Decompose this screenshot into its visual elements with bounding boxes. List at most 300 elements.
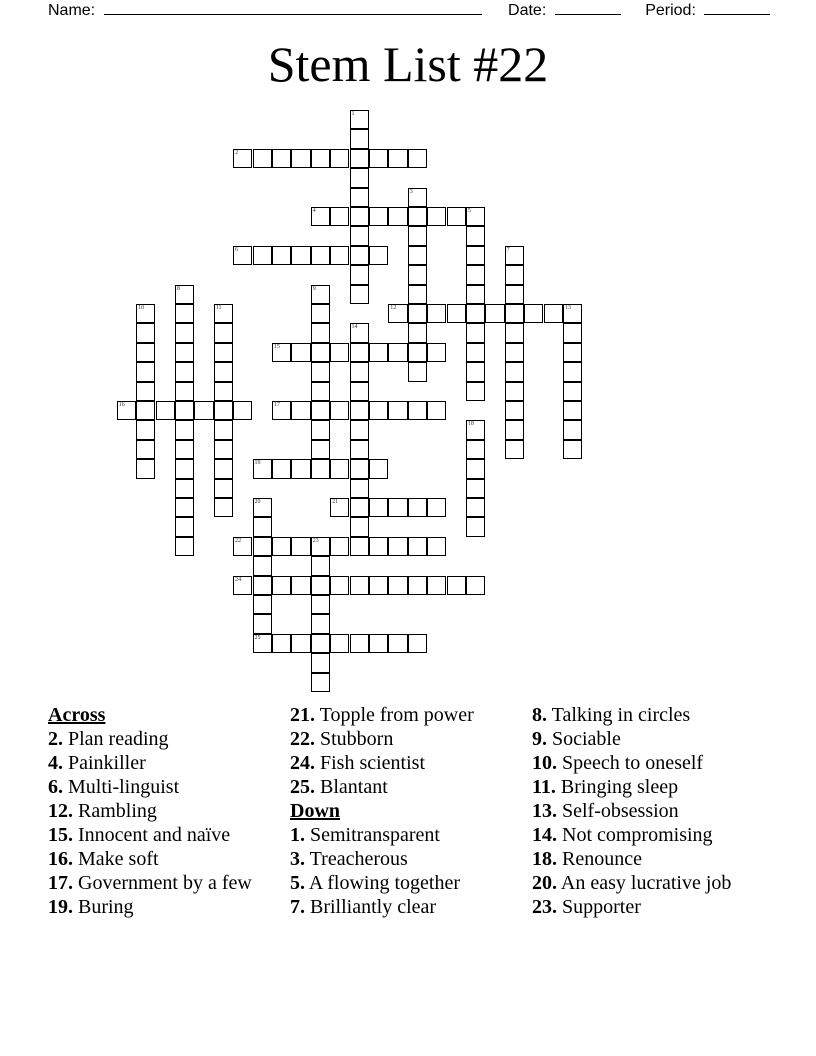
crossword-cell[interactable]	[350, 110, 369, 129]
crossword-cell[interactable]	[388, 401, 407, 420]
crossword-cell[interactable]	[350, 517, 369, 536]
clue-number: 21.	[290, 704, 315, 726]
crossword-cell[interactable]	[156, 401, 175, 420]
crossword-cell[interactable]	[388, 576, 407, 595]
clue-text: Not compromising	[562, 824, 713, 846]
clue-text: Fish scientist	[320, 752, 426, 774]
crossword-cell[interactable]	[311, 459, 330, 478]
crossword-cell[interactable]	[427, 207, 446, 226]
clue-text: Bringing sleep	[560, 776, 679, 798]
crossword-cell[interactable]	[369, 459, 388, 478]
clue-text: Rambling	[78, 800, 157, 822]
crossword-cell[interactable]	[563, 304, 582, 323]
down-clue	[532, 847, 772, 871]
crossword-cell[interactable]	[563, 382, 582, 401]
crossword-cell[interactable]	[291, 343, 310, 362]
crossword-cell[interactable]	[350, 479, 369, 498]
crossword-cell[interactable]	[175, 479, 194, 498]
crossword-cell[interactable]	[447, 207, 466, 226]
crossword-cell[interactable]	[175, 517, 194, 536]
crossword-cell[interactable]	[563, 343, 582, 362]
crossword-cell[interactable]	[311, 362, 330, 381]
clue-number: 4	[312, 208, 316, 214]
crossword-cell[interactable]	[136, 401, 155, 420]
crossword-cell[interactable]	[505, 401, 524, 420]
crossword-cell[interactable]	[369, 498, 388, 517]
crossword-cell[interactable]	[214, 459, 233, 478]
down-clue	[532, 871, 772, 895]
crossword-cell[interactable]	[447, 576, 466, 595]
crossword-cell[interactable]	[253, 537, 272, 556]
clue-number: 3.	[290, 848, 305, 870]
crossword-cell[interactable]	[408, 498, 427, 517]
crossword-cell[interactable]	[466, 323, 485, 342]
crossword-cell[interactable]	[563, 362, 582, 381]
down-clue	[532, 799, 772, 823]
crossword-cell[interactable]	[350, 343, 369, 362]
crossword-cell[interactable]	[233, 401, 252, 420]
clue-number: 8	[176, 285, 180, 292]
crossword-cell[interactable]	[291, 401, 310, 420]
clue-text: Government by a few	[78, 872, 252, 894]
clue-number: 3	[409, 188, 413, 195]
crossword-cell[interactable]	[408, 149, 427, 168]
clue-number: 10.	[532, 752, 557, 774]
clues-column-2	[290, 703, 520, 919]
clue-number: 23	[312, 537, 319, 544]
down-clue	[290, 871, 520, 895]
crossword-cell[interactable]	[175, 401, 194, 420]
crossword-cell[interactable]	[233, 576, 252, 595]
crossword-cell[interactable]	[253, 517, 272, 536]
crossword-cell[interactable]	[466, 207, 485, 226]
crossword-cell[interactable]	[272, 634, 291, 653]
across-clue	[48, 727, 278, 751]
crossword-cell[interactable]	[175, 382, 194, 401]
down-heading: Down	[290, 800, 341, 822]
clue-number: 5	[467, 208, 471, 214]
crossword-cell[interactable]	[505, 246, 524, 265]
crossword-cell[interactable]	[311, 440, 330, 459]
clue-number: 6.	[48, 776, 63, 798]
crossword-cell[interactable]	[330, 149, 349, 168]
crossword-cell[interactable]	[427, 537, 446, 556]
clue-text: Make soft	[78, 848, 159, 870]
crossword-cell[interactable]	[272, 149, 291, 168]
down-clue	[532, 751, 772, 775]
clue-number: 9	[312, 285, 316, 292]
crossword-cell[interactable]	[330, 343, 349, 362]
clue-number: 20	[254, 499, 261, 505]
crossword-cell[interactable]	[485, 304, 504, 323]
clue-number: 23.	[532, 896, 557, 918]
crossword-cell[interactable]	[505, 343, 524, 362]
crossword-cell[interactable]	[350, 207, 369, 226]
crossword-cell[interactable]	[253, 614, 272, 633]
crossword-cell[interactable]	[311, 149, 330, 168]
crossword-cell[interactable]	[408, 401, 427, 420]
crossword-cell[interactable]	[330, 401, 349, 420]
crossword-cell[interactable]	[214, 362, 233, 381]
crossword-cell[interactable]	[466, 479, 485, 498]
crossword-cell[interactable]	[427, 498, 446, 517]
clue-number: 14.	[532, 824, 557, 846]
crossword-cell[interactable]	[447, 304, 466, 323]
crossword-cell[interactable]	[330, 246, 349, 265]
clue-text: Speech to oneself	[562, 752, 704, 774]
crossword-cell[interactable]	[291, 634, 310, 653]
crossword-cell[interactable]	[311, 343, 330, 362]
crossword-cell[interactable]	[350, 382, 369, 401]
clue-text: Blantant	[320, 776, 388, 798]
crossword-cell[interactable]	[408, 207, 427, 226]
clue-text: Renounce	[562, 848, 642, 870]
crossword-cell[interactable]	[214, 323, 233, 342]
crossword-cell[interactable]	[350, 634, 369, 653]
crossword-cell[interactable]	[350, 459, 369, 478]
crossword-cell[interactable]	[369, 634, 388, 653]
clue-number: 6	[235, 246, 239, 253]
crossword-cell[interactable]	[466, 440, 485, 459]
crossword-cell[interactable]	[408, 285, 427, 304]
crossword-cell[interactable]	[427, 304, 446, 323]
crossword-cell[interactable]	[505, 323, 524, 342]
clue-number: 16	[118, 402, 125, 408]
clue-number: 7.	[290, 896, 305, 918]
clue-number: 13.	[532, 800, 557, 822]
crossword-cell[interactable]	[505, 362, 524, 381]
clue-number: 25	[254, 634, 261, 641]
crossword-cell[interactable]	[350, 246, 369, 265]
crossword-cell[interactable]	[311, 595, 330, 614]
crossword-cell[interactable]	[214, 440, 233, 459]
crossword-cell[interactable]	[233, 537, 252, 556]
clue-text: Supporter	[562, 896, 641, 918]
crossword-cell[interactable]	[466, 265, 485, 284]
crossword-cell[interactable]	[427, 401, 446, 420]
crossword-cell[interactable]	[272, 576, 291, 595]
clue-text: Plan reading	[68, 728, 169, 750]
crossword-cell[interactable]	[544, 304, 563, 323]
clue-number: 21	[332, 499, 339, 505]
crossword-cell[interactable]	[388, 634, 407, 653]
clue-text: Multi-linguist	[68, 776, 180, 798]
crossword-cell[interactable]	[175, 362, 194, 381]
crossword-cell[interactable]	[466, 576, 485, 595]
crossword-cell[interactable]	[291, 149, 310, 168]
crossword-cell[interactable]	[253, 556, 272, 575]
crossword-cell[interactable]	[175, 323, 194, 342]
across-clue	[290, 751, 520, 775]
crossword-cell[interactable]	[369, 576, 388, 595]
clue-number: 19.	[48, 896, 73, 918]
crossword-cell[interactable]	[408, 226, 427, 245]
crossword-cell[interactable]	[136, 420, 155, 439]
crossword-cell[interactable]	[272, 459, 291, 478]
crossword-cell[interactable]	[175, 304, 194, 323]
crossword-cell[interactable]	[311, 382, 330, 401]
crossword-cell[interactable]	[214, 343, 233, 362]
crossword-cell[interactable]	[136, 343, 155, 362]
crossword-cell[interactable]	[311, 614, 330, 633]
crossword-cell[interactable]	[350, 226, 369, 245]
crossword-cell[interactable]	[350, 440, 369, 459]
crossword-cell[interactable]	[408, 188, 427, 207]
clue-number: 2	[235, 149, 239, 156]
crossword-cell[interactable]	[136, 323, 155, 342]
crossword-cell[interactable]	[466, 285, 485, 304]
crossword-cell[interactable]	[311, 537, 330, 556]
crossword-cell[interactable]	[233, 246, 252, 265]
clue-number: 17.	[48, 872, 73, 894]
crossword-cell[interactable]	[330, 459, 349, 478]
crossword-cell[interactable]	[136, 362, 155, 381]
clue-text: Talking in circles	[551, 704, 691, 726]
clue-number: 25.	[290, 776, 315, 798]
across-heading: Across	[48, 704, 106, 726]
crossword-cell[interactable]	[369, 246, 388, 265]
crossword-cell[interactable]	[408, 576, 427, 595]
across-clue	[290, 727, 520, 751]
crossword-cell[interactable]	[311, 653, 330, 672]
crossword-cell[interactable]	[291, 459, 310, 478]
crossword-cell[interactable]	[388, 498, 407, 517]
crossword-cell[interactable]	[253, 246, 272, 265]
crossword-cell[interactable]	[214, 479, 233, 498]
across-clue	[290, 775, 520, 799]
crossword-cell[interactable]	[350, 537, 369, 556]
crossword-cell[interactable]	[253, 595, 272, 614]
clue-number: 24.	[290, 752, 315, 774]
crossword-cell[interactable]	[311, 323, 330, 342]
crossword-cell[interactable]	[408, 304, 427, 323]
crossword-cell[interactable]	[272, 537, 291, 556]
crossword-cell[interactable]	[350, 168, 369, 187]
down-clue	[290, 895, 520, 919]
clue-number: 12	[390, 305, 397, 311]
across-clue	[48, 775, 278, 799]
clue-text: Painkiller	[68, 752, 146, 774]
crossword-cell[interactable]	[214, 401, 233, 420]
clue-number: 7	[506, 246, 510, 253]
clue-number: 11.	[532, 776, 556, 798]
crossword-cell[interactable]	[253, 576, 272, 595]
crossword-cell[interactable]	[466, 304, 485, 323]
crossword-cell[interactable]	[330, 498, 349, 517]
clues-column-1	[48, 703, 278, 919]
crossword-cell[interactable]	[563, 401, 582, 420]
crossword-cell[interactable]	[214, 304, 233, 323]
crossword-cell[interactable]	[136, 382, 155, 401]
clue-number: 1	[351, 111, 355, 117]
crossword-cell[interactable]	[330, 634, 349, 653]
crossword-cell[interactable]	[311, 420, 330, 439]
down-clue	[532, 895, 772, 919]
crossword-cell[interactable]	[175, 498, 194, 517]
crossword-cell[interactable]	[427, 343, 446, 362]
crossword-cell[interactable]	[408, 323, 427, 342]
crossword-cell[interactable]	[350, 498, 369, 517]
clue-text: Topple from power	[319, 704, 474, 726]
crossword-cell[interactable]	[311, 207, 330, 226]
clue-number: 12.	[48, 800, 73, 822]
crossword-cell[interactable]	[369, 343, 388, 362]
clue-text: Self-obsession	[562, 800, 679, 822]
clue-text: Innocent and naïve	[78, 824, 231, 846]
crossword-cell[interactable]	[311, 576, 330, 595]
crossword-cell[interactable]	[466, 382, 485, 401]
crossword-cell[interactable]	[214, 382, 233, 401]
clue-number: 16.	[48, 848, 73, 870]
crossword-cell[interactable]	[350, 323, 369, 342]
crossword-cell[interactable]	[253, 459, 272, 478]
crossword-cell[interactable]	[369, 149, 388, 168]
crossword-cell[interactable]	[214, 420, 233, 439]
crossword-cell[interactable]	[311, 304, 330, 323]
crossword-cell[interactable]	[136, 440, 155, 459]
clue-text: Treacherous	[309, 848, 408, 870]
crossword-cell[interactable]	[291, 246, 310, 265]
crossword-cell[interactable]	[466, 517, 485, 536]
crossword-cell[interactable]	[233, 149, 252, 168]
crossword-cell[interactable]	[330, 576, 349, 595]
crossword-cell[interactable]	[466, 459, 485, 478]
crossword-cell[interactable]	[136, 459, 155, 478]
crossword-cell[interactable]	[311, 246, 330, 265]
crossword-cell[interactable]	[505, 440, 524, 459]
clue-number: 19	[254, 460, 261, 467]
crossword-cell[interactable]	[408, 343, 427, 362]
clue-text: Sociable	[552, 728, 621, 750]
crossword-cell[interactable]	[175, 440, 194, 459]
clue-number: 20.	[532, 872, 557, 894]
crossword-cell[interactable]	[214, 498, 233, 517]
clue-text: Stubborn	[320, 728, 394, 750]
crossword-cell[interactable]	[350, 129, 369, 148]
clue-number: 18	[467, 421, 474, 428]
crossword-cell[interactable]	[505, 382, 524, 401]
across-clue	[48, 823, 278, 847]
crossword-cell[interactable]	[311, 556, 330, 575]
clue-number: 15	[273, 343, 280, 350]
crossword-cell[interactable]	[388, 207, 407, 226]
crossword-cell[interactable]	[272, 401, 291, 420]
crossword-cell[interactable]	[311, 634, 330, 653]
crossword-cell[interactable]	[505, 265, 524, 284]
across-clue	[48, 895, 278, 919]
clues-column-3	[532, 703, 772, 919]
clue-number: 15.	[48, 824, 73, 846]
crossword-cell[interactable]	[330, 537, 349, 556]
crossword-cell[interactable]	[350, 576, 369, 595]
crossword-cell[interactable]	[350, 420, 369, 439]
clue-text: Brilliantly clear	[310, 896, 437, 918]
crossword-cell[interactable]	[350, 149, 369, 168]
crossword-cell[interactable]	[194, 401, 213, 420]
clue-number: 24	[235, 576, 242, 583]
crossword-cell[interactable]	[466, 420, 485, 439]
crossword-cell[interactable]	[563, 440, 582, 459]
crossword-cell[interactable]	[466, 246, 485, 265]
crossword-cell[interactable]	[253, 634, 272, 653]
crossword-cell[interactable]	[291, 537, 310, 556]
crossword-cell[interactable]	[408, 537, 427, 556]
crossword-cell[interactable]	[466, 343, 485, 362]
crossword-cell[interactable]	[388, 304, 407, 323]
crossword-cell[interactable]	[311, 673, 330, 692]
clue-number: 18.	[532, 848, 557, 870]
crossword-cell[interactable]	[369, 401, 388, 420]
crossword-cell[interactable]	[272, 246, 291, 265]
crossword-cell[interactable]	[175, 420, 194, 439]
crossword-cell[interactable]	[175, 285, 194, 304]
clue-number: 13	[564, 305, 571, 311]
crossword-cell[interactable]	[388, 343, 407, 362]
crossword-cell[interactable]	[388, 537, 407, 556]
clue-number: 1.	[290, 824, 305, 846]
crossword-cell[interactable]	[505, 420, 524, 439]
crossword-cell[interactable]	[427, 576, 446, 595]
crossword-cell[interactable]	[369, 207, 388, 226]
across-clue	[48, 751, 278, 775]
clue-number: 17	[273, 402, 280, 408]
crossword-cell[interactable]	[175, 343, 194, 362]
crossword-cell[interactable]	[466, 226, 485, 245]
crossword-cell[interactable]	[175, 459, 194, 478]
crossword-cell[interactable]	[408, 246, 427, 265]
down-clue	[532, 703, 772, 727]
crossword-cell[interactable]	[291, 576, 310, 595]
crossword-cell[interactable]	[117, 401, 136, 420]
crossword-cell[interactable]	[466, 362, 485, 381]
down-clue	[532, 727, 772, 751]
clue-number: 10	[138, 305, 145, 311]
crossword-cell[interactable]	[136, 304, 155, 323]
clue-number: 8.	[532, 704, 547, 726]
name-label: Name:	[48, 2, 96, 19]
crossword-cell[interactable]	[388, 149, 407, 168]
crossword-cell[interactable]	[175, 537, 194, 556]
crossword-cell[interactable]	[311, 285, 330, 304]
crossword-cell[interactable]	[369, 537, 388, 556]
crossword-cell[interactable]	[408, 265, 427, 284]
crossword-cell[interactable]	[350, 401, 369, 420]
crossword-cell[interactable]	[350, 265, 369, 284]
crossword-cell[interactable]	[253, 149, 272, 168]
crossword-cell[interactable]	[408, 634, 427, 653]
crossword-cell[interactable]	[350, 285, 369, 304]
clue-text: A flowing together	[308, 872, 460, 894]
crossword-cell[interactable]	[466, 498, 485, 517]
across-clue	[48, 871, 278, 895]
across-clue	[48, 847, 278, 871]
crossword-cell[interactable]	[563, 323, 582, 342]
crossword-cell[interactable]	[253, 498, 272, 517]
crossword-cell[interactable]	[350, 362, 369, 381]
crossword-cell[interactable]	[505, 304, 524, 323]
crossword-cell[interactable]	[505, 285, 524, 304]
period-label: Period:	[645, 2, 696, 19]
crossword-cell[interactable]	[350, 188, 369, 207]
clue-text: Semitransparent	[310, 824, 440, 846]
crossword-cell[interactable]	[524, 304, 543, 323]
crossword-cell[interactable]	[408, 362, 427, 381]
crossword-cell[interactable]	[330, 207, 349, 226]
clue-number: 11	[215, 305, 222, 311]
crossword-cell[interactable]	[563, 420, 582, 439]
crossword-cell[interactable]	[272, 343, 291, 362]
crossword-cell[interactable]	[311, 401, 330, 420]
